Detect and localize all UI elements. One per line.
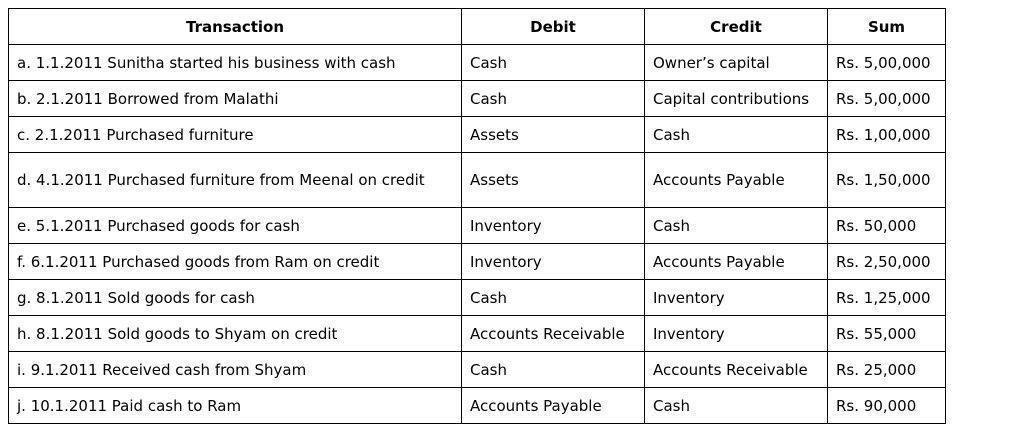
debit-cell: Accounts Receivable <box>462 316 645 352</box>
sum-cell: Rs. 25,000 <box>828 352 946 388</box>
debit-cell: Cash <box>462 280 645 316</box>
table-row <box>9 244 946 280</box>
credit-cell: Accounts Payable <box>645 153 828 208</box>
sum-cell: Rs. 5,00,000 <box>828 81 946 117</box>
credit-cell: Inventory <box>645 280 828 316</box>
debit-cell: Inventory <box>462 244 645 280</box>
transaction-cell: g. 8.1.2011 Sold goods for cash <box>9 280 462 316</box>
debit-cell: Cash <box>462 45 645 81</box>
header-transaction: Transaction <box>9 9 462 45</box>
table-row <box>9 280 946 316</box>
credit-cell: Owner’s capital <box>645 45 828 81</box>
transaction-cell: f. 6.1.2011 Purchased goods from Ram on credit <box>9 244 462 280</box>
header-sum: Sum <box>828 9 946 45</box>
credit-cell: Capital contributions <box>645 81 828 117</box>
debit-cell: Assets <box>462 153 645 208</box>
transactions-table-container <box>8 8 946 424</box>
sum-cell: Rs. 1,50,000 <box>828 153 946 208</box>
credit-cell: Cash <box>645 208 828 244</box>
sum-cell: Rs. 5,00,000 <box>828 45 946 81</box>
debit-cell: Inventory <box>462 208 645 244</box>
table-row <box>9 208 946 244</box>
sum-cell: Rs. 1,25,000 <box>828 280 946 316</box>
debit-cell: Assets <box>462 117 645 153</box>
table-row <box>9 316 946 352</box>
credit-cell: Cash <box>645 117 828 153</box>
debit-cell: Cash <box>462 352 645 388</box>
table-row <box>9 45 946 81</box>
transaction-cell: b. 2.1.2011 Borrowed from Malathi <box>9 81 462 117</box>
transaction-cell: i. 9.1.2011 Received cash from Shyam <box>9 352 462 388</box>
sum-cell: Rs. 90,000 <box>828 388 946 424</box>
sum-cell: Rs. 2,50,000 <box>828 244 946 280</box>
transaction-cell: c. 2.1.2011 Purchased furniture <box>9 117 462 153</box>
debit-cell: Cash <box>462 81 645 117</box>
table-row <box>9 388 946 424</box>
transaction-cell: a. 1.1.2011 Sunitha started his business with cash <box>9 45 462 81</box>
header-row <box>9 9 946 45</box>
sum-cell: Rs. 55,000 <box>828 316 946 352</box>
credit-cell: Cash <box>645 388 828 424</box>
transaction-cell: h. 8.1.2011 Sold goods to Shyam on credit <box>9 316 462 352</box>
header-credit: Credit <box>645 9 828 45</box>
table-row <box>9 81 946 117</box>
credit-cell: Inventory <box>645 316 828 352</box>
table-row <box>9 117 946 153</box>
debit-cell: Accounts Payable <box>462 388 645 424</box>
transactions-table <box>8 8 946 424</box>
transaction-cell: d. 4.1.2011 Purchased furniture from Meenal on credit <box>9 153 462 208</box>
transaction-cell: e. 5.1.2011 Purchased goods for cash <box>9 208 462 244</box>
sum-cell: Rs. 50,000 <box>828 208 946 244</box>
sum-cell: Rs. 1,00,000 <box>828 117 946 153</box>
credit-cell: Accounts Payable <box>645 244 828 280</box>
table-row <box>9 352 946 388</box>
header-debit: Debit <box>462 9 645 45</box>
table-row <box>9 153 946 208</box>
credit-cell: Accounts Receivable <box>645 352 828 388</box>
transaction-cell: j. 10.1.2011 Paid cash to Ram <box>9 388 462 424</box>
